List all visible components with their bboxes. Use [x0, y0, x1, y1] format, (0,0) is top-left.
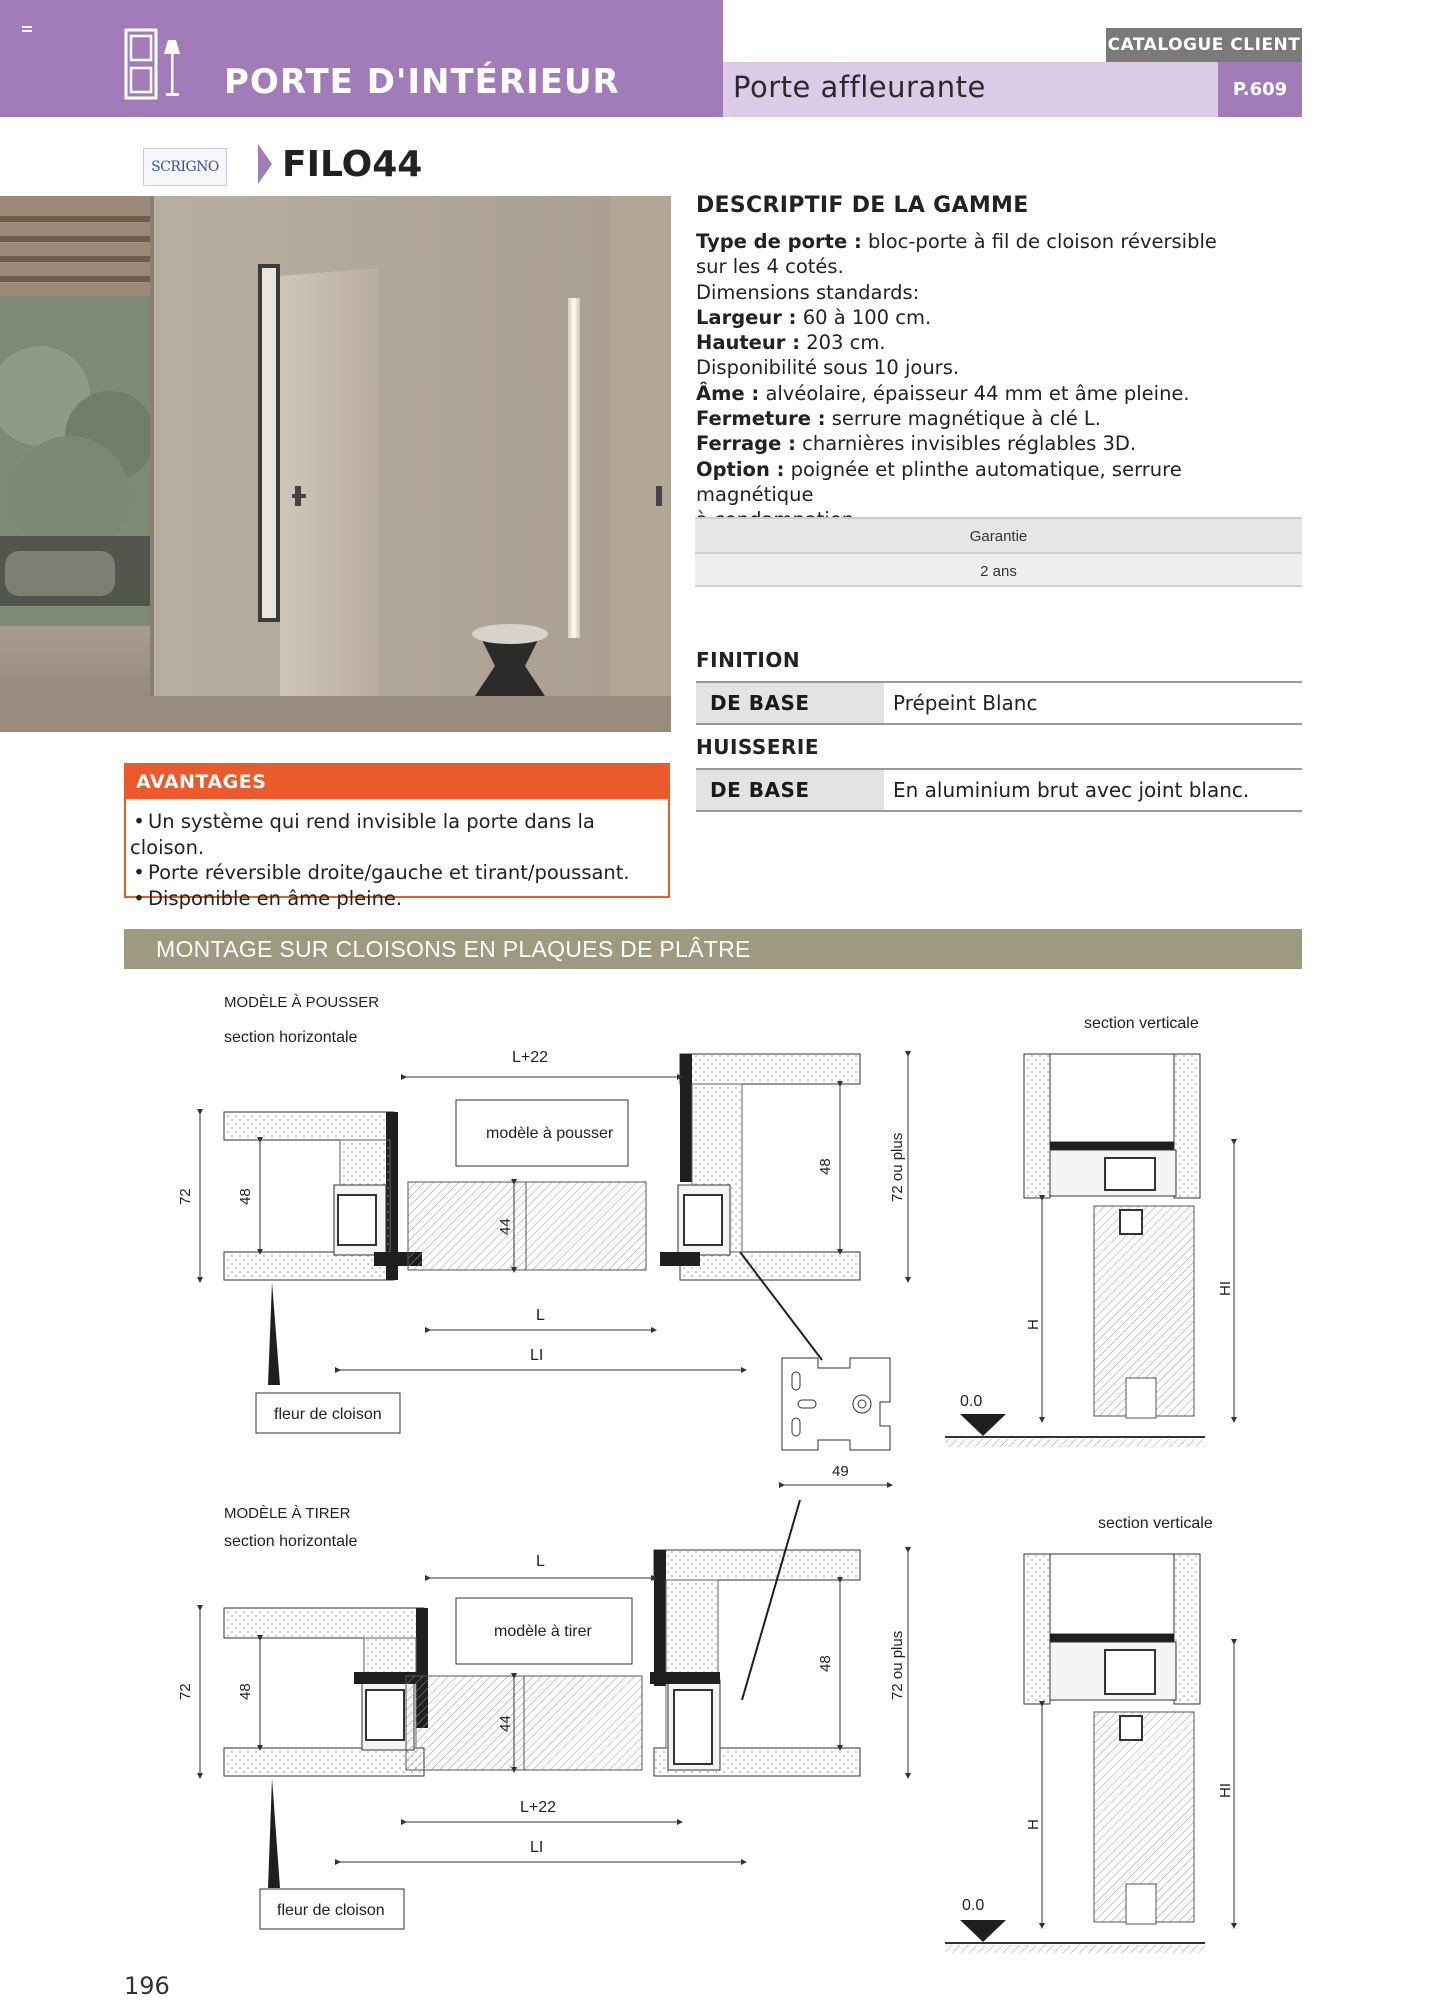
description-line: sur les 4 cotés.: [696, 255, 844, 279]
pull-dim-72-plus: 72 ou plus: [889, 1630, 906, 1700]
push-box-label: modèle à pousser: [486, 1125, 614, 1142]
pull-model-title: MODÈLE À TIRER: [224, 1505, 351, 1522]
finition-key: DE BASE: [696, 683, 884, 723]
vertical-bottom-label: section verticale: [1098, 1515, 1213, 1532]
product-photo: [0, 196, 671, 732]
brand-logo-text: SCRIGNO: [151, 159, 219, 175]
vertical-top-hi: HI: [1217, 1281, 1234, 1296]
list-item: • Un système qui rend invisible la porte dans la cloison.: [130, 809, 668, 860]
pull-section-label: section horizontale: [224, 1533, 358, 1550]
chevron-right-icon: [258, 144, 272, 184]
vertical-bottom-hi: HI: [1217, 1783, 1234, 1798]
list-item: • Disponible en âme pleine.: [130, 886, 668, 912]
description-line: Type de porte : bloc-porte à fil de cloison réversible: [696, 230, 1217, 253]
description-line: Âme : alvéolaire, épaisseur 44 mm et âme pleine.: [696, 381, 1190, 405]
push-dim-44: 44: [497, 1218, 514, 1235]
description-body: [696, 229, 1296, 533]
push-dim-72: 72: [177, 1188, 194, 1205]
pull-dim-top: L: [536, 1553, 545, 1570]
catalogue-label: CATALOGUE CLIENT: [1106, 28, 1302, 62]
push-dim-49: 49: [832, 1463, 849, 1480]
push-dim-72-plus: 72 ou plus: [889, 1132, 906, 1202]
description-line: Ferrage : charnières invisibles réglables 3D.: [696, 432, 1137, 456]
push-dim-48-right: 48: [817, 1158, 834, 1175]
vertical-top-zero: 0.0: [960, 1393, 983, 1410]
description-line: Hauteur : 203 cm.: [696, 331, 886, 355]
list-item: • Porte réversible droite/gauche et tirant/poussant.: [130, 860, 668, 886]
vertical-top-h: H: [1025, 1319, 1042, 1330]
pull-dim-44: 44: [497, 1715, 514, 1732]
push-model-title: MODÈLE À POUSSER: [224, 994, 380, 1011]
brand-logo: [143, 148, 227, 186]
description-line: Option : poignée et plinthe automatique, serrure magnétique: [696, 457, 1182, 506]
description-line: Dimensions standards:: [696, 280, 920, 304]
push-fleur-label: fleur de cloison: [274, 1406, 382, 1423]
push-dim-l: L: [536, 1307, 545, 1324]
pull-box-label: modèle à tirer: [494, 1623, 592, 1640]
page-number: 196: [124, 1972, 170, 2000]
montage-title: MONTAGE SUR CLOISONS EN PLAQUES DE PLÂTRE: [156, 936, 751, 962]
montage-band: [124, 929, 1302, 969]
pull-dim-l22: L+22: [520, 1799, 557, 1816]
avantages-title: AVANTAGES: [126, 765, 668, 799]
push-dim-li: LI: [530, 1347, 544, 1364]
model-name: FILO44: [282, 144, 423, 185]
warranty-value: 2 ans: [695, 552, 1302, 587]
push-section-label: section horizontale: [224, 1029, 358, 1046]
door-lamp-icon: [124, 28, 188, 100]
push-dim-48: 48: [237, 1188, 254, 1205]
warranty-header: Garantie: [695, 517, 1302, 552]
vertical-bottom-zero: 0.0: [962, 1897, 985, 1914]
technical-drawings: [150, 990, 1300, 1970]
description-line: Fermeture : serrure magnétique à clé L.: [696, 407, 1101, 431]
pull-dim-72: 72: [177, 1683, 194, 1700]
avantages-box: [124, 763, 670, 910]
huisserie-key: DE BASE: [696, 770, 884, 810]
finition-value: Prépeint Blanc: [893, 691, 1038, 715]
push-dim-top: L+22: [512, 1049, 549, 1066]
finition-row: [696, 681, 1302, 725]
pull-dim-li: LI: [530, 1839, 544, 1856]
huisserie-title: HUISSERIE: [696, 735, 819, 759]
warranty-table: [695, 517, 1302, 587]
huisserie-row: [696, 768, 1302, 812]
section-title: PORTE D'INTÉRIEUR: [224, 62, 620, 102]
huisserie-value: En aluminium brut avec joint blanc.: [893, 778, 1250, 802]
description-line: Largeur : 60 à 100 cm.: [696, 305, 932, 329]
header-band: [0, 0, 723, 117]
avantages-list: [130, 809, 668, 911]
pull-dim-48: 48: [237, 1683, 254, 1700]
page-reference: P.609: [1218, 62, 1302, 117]
finition-title: FINITION: [696, 648, 801, 672]
pull-fleur-label: fleur de cloison: [277, 1902, 385, 1919]
description-line: Disponibilité sous 10 jours.: [696, 356, 960, 380]
description-title: DESCRIPTIF DE LA GAMME: [696, 193, 1029, 218]
subtitle: Porte affleurante: [733, 70, 986, 104]
vertical-bottom-h: H: [1025, 1819, 1042, 1830]
pull-dim-48-right: 48: [817, 1655, 834, 1672]
vertical-top-label: section verticale: [1084, 1015, 1199, 1032]
menu-icon: [22, 26, 32, 32]
